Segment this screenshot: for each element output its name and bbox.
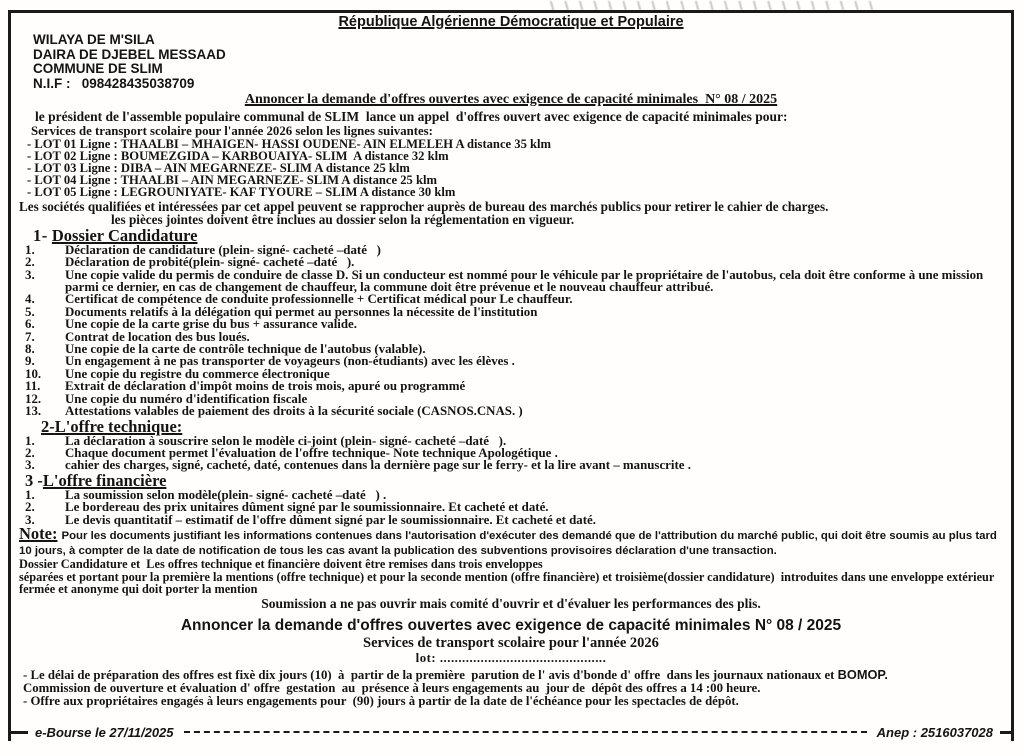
list-item [19,514,1003,526]
section-number: 1- [33,225,48,245]
notice-title-text: Annoncer la demande d'offres ouvertes avec exigence de capacité minimales N° 08 / 2025 [244,92,778,107]
closing-commission: Commission de ouverture et évaluation d' offre gestation au présence à leurs engagements au jour de dépôt des offres a 14 :00 heure. [23,680,761,695]
footer-left-corner [8,731,28,734]
list-item-number: 3. [25,267,35,282]
submission-mention: Soumission a ne pas ouvrir mais comité d'ouvrir et d'évaluer les performances des plis. [261,595,761,611]
list-item-text: Attestations valables de paiement des droits à la sécurité sociale (CASNOS.CNAS. ) [65,404,523,419]
section-number: 3 - [25,470,43,490]
section-number: 2- [41,416,55,436]
list-item [19,293,1003,305]
lot-line: - LOT 01 Ligne : THAALBI – MHAIGEN- HASSI OUDENE- AIN ELMELEH A distance 35 klm [27,136,552,151]
republic-header [19,14,1003,30]
issuer-daira: DAIRA DE DJEBEL MESSAAD [33,46,226,62]
list-item-text: Documents relatifs à la délégation qui permet au personnes la nécessite de l'institution [65,304,538,319]
candidature-item-list [19,244,1003,418]
closing-offre: - Offre aux propriétaires engagés à leurs engagements pour (90) jours à partir de la date de l'échéance pour les spectacles de dépôt. [23,694,739,709]
note-paragraph [19,523,1003,558]
list-item-number: 1. [25,242,35,257]
section-title: Dossier Candidature [51,225,198,245]
list-item-text: Une copie du registre du commerce électronique [65,366,330,381]
technique-item-list [19,435,1003,472]
issuer-wilaya: WILAYA DE M'SILA [33,32,155,47]
closing-delai-text: - Le délai de préparation des offres est fixè dix jours (10) à partir de la première parution de l' avis d'bonde d' offre dans les journaux nationaux et [23,667,838,682]
section-heading-candidature [33,227,1003,244]
list-item-text: Une copie valide du permis de conduire de classe D. Si un conducteur est nommé pour le véhicule par le propriétaire de l'autobus, cela doit être conforme à une mission parmi ce dernier, en cas de changement de chauffeur, la commune doit être prévenue et le nouveau chauffeur attribué. [65,267,987,295]
list-item-number: 12. [25,391,42,406]
list-item-text: Contrat de location des bus loués. [65,329,250,344]
issuer-nif: N.I.F : 098428435038709 [33,75,195,91]
lot-line: - LOT 04 Ligne : THAALBI – AIN MEGARNEZE- SLIM A distance 25 klm [27,173,437,188]
list-item-text: Une copie de la carte de contrôle technique de l'autobus (valable). [65,342,426,357]
notice-title-repeat: Annoncer la demande d'offres ouvertes avec exigence de capacité minimales N° 08 / 2025 [180,616,842,634]
list-item [19,318,1003,330]
footer-row [8,724,1014,740]
list-item-number: 2. [25,500,35,515]
envelope-line-1: Dossier Candidature et Les offres technique et financière doivent être remises dans trois enveloppes [19,556,543,571]
lot-list [27,138,1003,199]
lot-line: - LOT 02 Ligne : BOUMEZGIDA – KARBOUAIYA- SLIM A distance 32 klm [27,148,449,163]
list-item-number: 1. [25,433,35,448]
services-line: Services de transport scolaire pour l'année 2026 selon les lignes suivantes: [31,123,433,138]
list-item-text: Chaque document permet l'évaluation de l'offre technique- Note technique Apologétique . [65,445,558,460]
list-item-text: La déclaration à souscrire selon le modèle ci-joint (plein- signé- cacheté –daté ). [65,433,507,448]
document-frame [8,10,1014,741]
issuer-commune: COMMUNE DE SLIM [33,61,163,76]
list-item-number: 2. [25,255,35,270]
footer-divider [184,731,867,733]
footer-right-corner [1000,731,1014,734]
section-heading-financiere [25,472,1003,489]
list-item [19,256,1003,268]
footer-anep-number: Anep : 2516037028 [876,724,993,740]
list-item-number: 7. [25,329,35,344]
list-item-text: Un engagement à ne pas transporter de voyageurs (non-étudiants) avec les élèves . [65,354,515,369]
list-item [19,459,1003,471]
qualified-companies-line: Les sociétés qualifiées et intéressées par cet appel peuvent se rapprocher auprès de bureau des marchés publics pour retirer le cahier de charges. [19,198,829,214]
financiere-item-list [19,489,1003,526]
list-item-text: Déclaration de probité(plein- signé- cacheté –daté ). [65,255,355,270]
list-item-text: Le bordereau des prix unitaires dûment signé par le soumissionnaire. Et cacheté et daté. [65,500,549,515]
republic-header-text: République Algérienne Démocratique et Populaire [338,14,684,30]
list-item [19,355,1003,367]
issuer-block [33,33,1003,90]
intro-paragraph: le président de l'assemble populaire communal de SLIM lance un appel d'offres ouvert avec exigence de capacité minimales pour: [35,109,788,124]
list-item-number: 2. [25,445,35,460]
list-item-text: Certificat de compétence de conduite professionnelle + Certificat médical pour Le chauffeur. [65,292,573,307]
list-item-text: Extrait de déclaration d'impôt moins de trois mois, apuré ou programmé [65,379,466,394]
list-item-number: 10. [25,366,42,381]
list-item-number: 9. [25,354,35,369]
section-title: L'offre technique: [54,416,183,436]
list-item-number: 3. [25,512,35,527]
note-label: Note: [19,523,58,543]
notice-title [19,91,1003,108]
lot-line: - LOT 05 Ligne : LEGROUNIYATE- KAF TYOURE – SLIM A distance 30 klm [27,185,456,200]
list-item-text: Une copie du numéro d'identification fiscale [65,391,308,406]
list-item-text: Déclaration de candidature (plein- signé- cacheté –daté ) [65,242,381,257]
list-item-number: 1. [25,487,35,502]
closing-delai [23,668,1001,682]
scan-smudge [545,1,875,10]
list-item-number: 6. [25,317,35,332]
envelope-line-2: séparées et portant pour la première la mentions (offre technique) et pour la seconde mention (offre financière) et troisième(dossier candidature) introduites dans une enveloppe extérieur fermée et anonyme qui doit porter la mention [19,569,998,597]
list-item-number: 4. [25,292,35,307]
list-item [19,380,1003,392]
list-item-text: Une copie de la carte grise du bus + assurance valide. [65,317,358,332]
list-item-number: 11. [25,379,41,394]
list-item-text: La soumission selon modèle(plein- signé- cacheté –daté ) . [65,487,387,502]
note-text: Pour les documents justifiant les informations contenues dans l'autorisation d'exécuter des demandé que de l'attribution du marché public, qui doit être soumis au plus tard 10 jours, à compter de la date de notification de tous les cas avant la publication des subventions provisoires déclaration d'une transaction. [19,529,1001,557]
attachments-line: les pièces jointes doivent être inclues au dossier selon la réglementation en vigueur. [111,212,575,228]
list-item-number: 3. [25,458,35,473]
section-title: L'offre financière [42,470,167,490]
list-item [19,269,1003,294]
list-item-number: 5. [25,304,35,319]
list-item [19,501,1003,513]
list-item-text: Le devis quantitatif – estimatif de l'offre dûment signé par le soumissionnaire. Et cacheté et daté. [65,512,596,527]
notice-subtitle-repeat: Services de transport scolaire pour l'année 2026 [363,634,659,651]
lot-fill-line: lot: ............................................. [415,650,607,665]
lot-line: - LOT 03 Ligne : DIBA – AIN MEGARNEZE- SLIM A distance 25 klm [27,160,410,175]
list-item-text: cahier des charges, signé, cacheté, daté, contenues dans la dernière page sur le ferry- et la lire avant – manuscrite . [65,458,691,473]
list-item-number: 13. [25,404,42,419]
closing-delai-brand: BOMOP. [837,666,888,682]
footer-source-date: e-Bourse le 27/11/2025 [35,724,174,740]
list-item-number: 8. [25,342,35,357]
section-heading-technique [41,418,1003,435]
